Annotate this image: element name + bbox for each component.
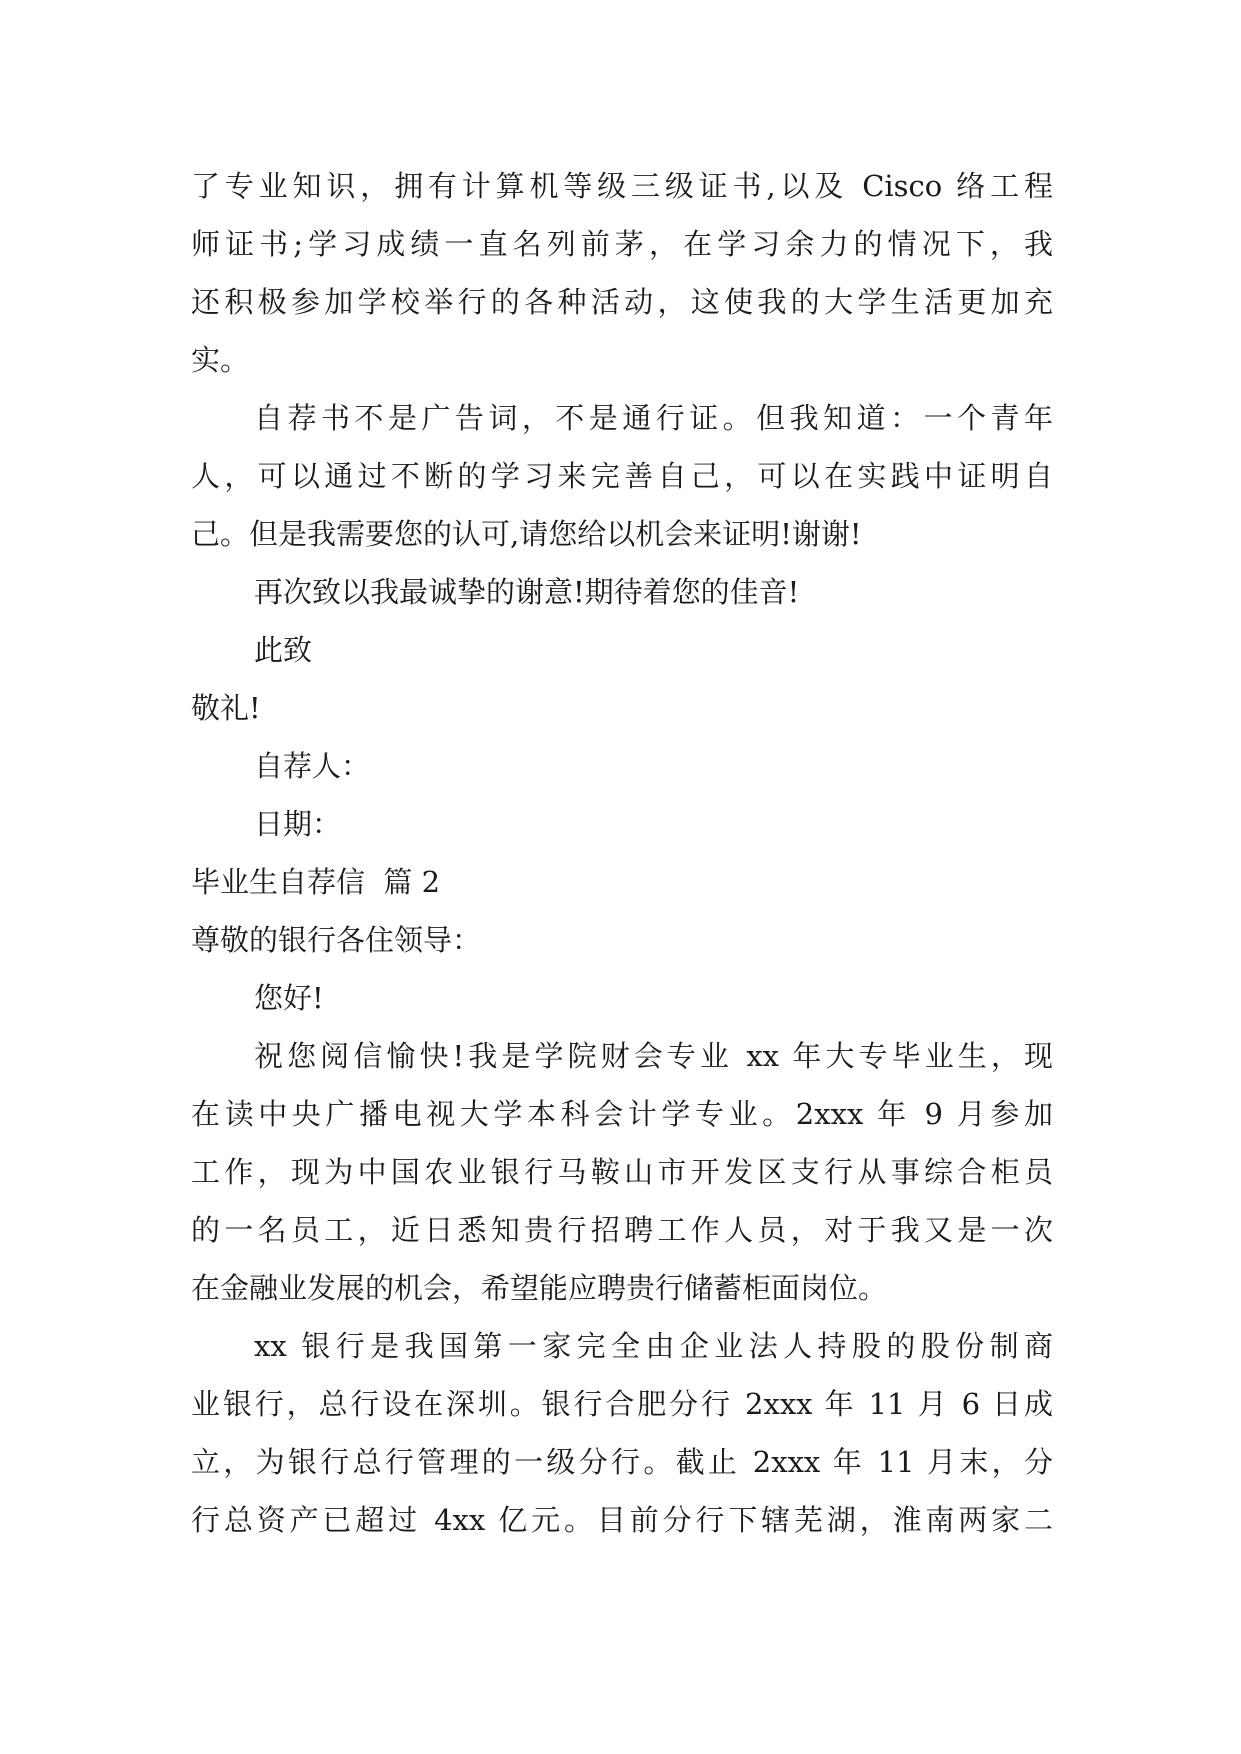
text-line: 在读中央广播电视大学本科会计学专业。2xxx 年 9 月参加: [191, 1097, 1053, 1131]
text-line: 工作，现为中国农业银行马鞍山市开发区支行从事综合柜员: [191, 1155, 1053, 1189]
salutation-line: 敬礼!: [191, 691, 261, 725]
text-line: 业银行，总行设在深圳。银行合肥分行 2xxx 年 11 月 6 日成: [191, 1387, 1053, 1421]
text-line: 在金融业发展的机会，希望能应聘贵行储蓄柜面岗位。: [191, 1271, 888, 1305]
text-line: 的一名员工，近日悉知贵行招聘工作人员，对于我又是一次: [191, 1213, 1053, 1247]
signature-line: 自荐人：: [254, 749, 371, 783]
text-line: 行总资产已超过 4xx 亿元。目前分行下辖芜湖，淮南两家二: [191, 1503, 1053, 1537]
paragraph-first-line: xx 银行是我国第一家完全由企业法人持股的股份制商: [254, 1329, 1053, 1363]
section-heading: 毕业生自荐信 篇 2: [191, 865, 441, 899]
text-line: 立，为银行总行管理的一级分行。截止 2xxx 年 11 月末，分: [191, 1445, 1053, 1479]
closing-line: 此致: [254, 633, 313, 667]
text-line: 还积极参加学校举行的各种活动，这使我的大学生活更加充: [191, 285, 1053, 319]
paragraph-first-line: 自荐书不是广告词，不是通行证。但我知道：一个青年: [254, 401, 1053, 435]
text-line: 师证书;学习成绩一直名列前茅，在学习余力的情况下，我: [191, 227, 1053, 261]
text-line: 人，可以通过不断的学习来完善自己，可以在实践中证明自: [191, 459, 1053, 493]
paragraph-first-line: 再次致以我最诚挚的谢意!期待着您的佳音!: [254, 575, 800, 609]
text-line: 了专业知识，拥有计算机等级三级证书,以及 Cisco 络工程: [191, 169, 1053, 203]
text-line: 实。: [191, 343, 250, 377]
greeting-line: 尊敬的银行各住领导：: [191, 923, 482, 957]
paragraph-first-line: 祝您阅信愉快!我是学院财会专业 xx 年大专毕业生，现: [254, 1039, 1053, 1073]
greeting-line: 您好!: [254, 981, 324, 1015]
text-line: 己。但是我需要您的认可,请您给以机会来证明!谢谢!: [191, 517, 862, 551]
date-line: 日期：: [254, 807, 342, 841]
